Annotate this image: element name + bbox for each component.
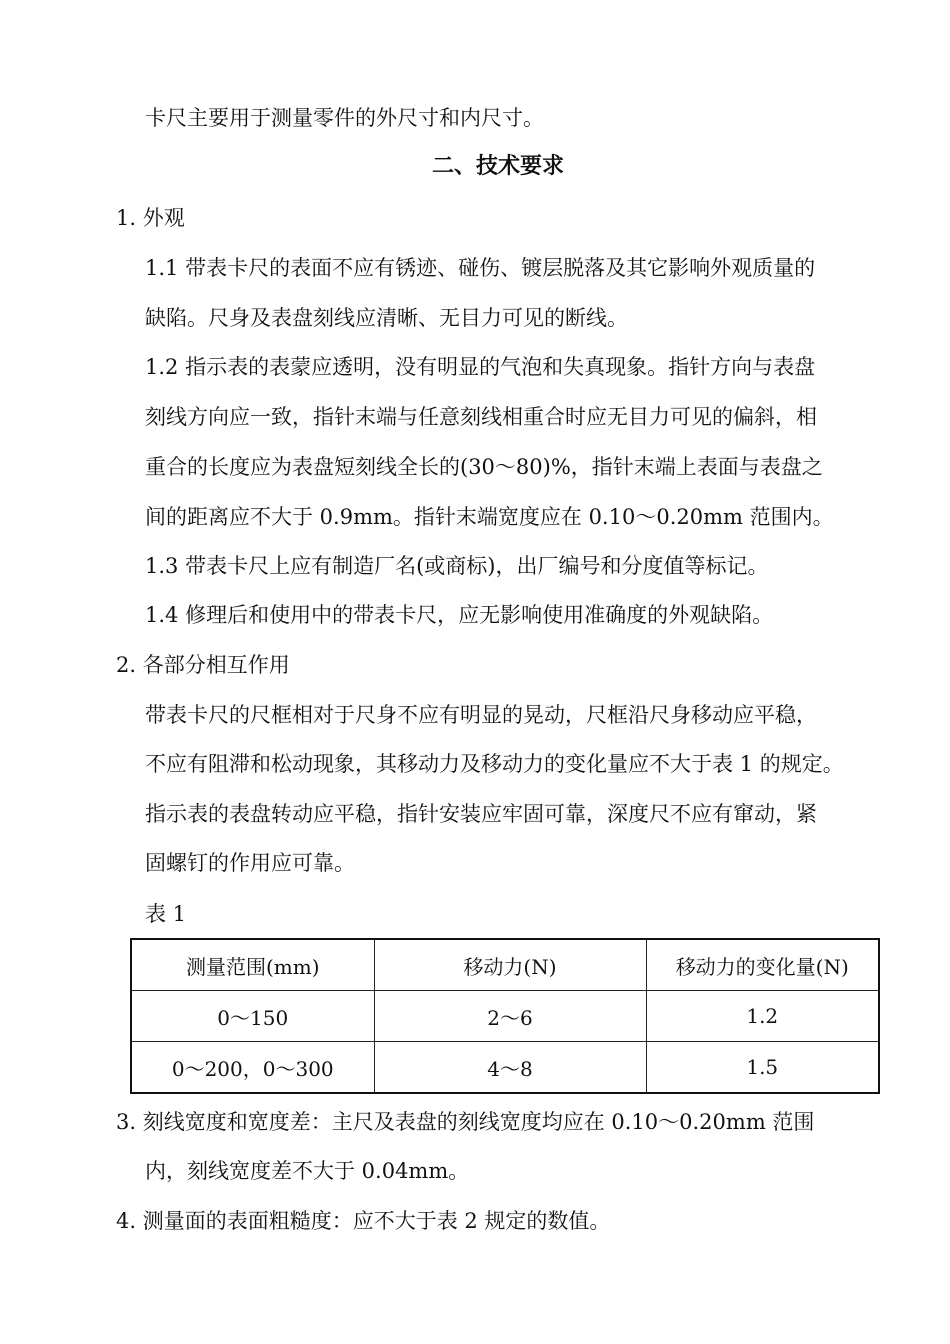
table-cell: 1.5 [646,1042,879,1094]
table-row [131,991,879,1042]
para-1-3: 1.3 带表卡尺上应有制造厂名(或商标)，出厂编号和分度值等标记。 [145,554,769,578]
para-1-2-line2: 刻线方向应一致，指针末端与任意刻线相重合时应无目力可见的偏斜，相 [145,405,817,429]
table-header-cell: 移动力(N) [374,939,646,991]
para-2-line1: 带表卡尺的尺框相对于尺身不应有明显的晃动，尺框沿尺身移动应平稳， [145,703,817,727]
para-1-2-line1: 1.2 指示表的表蒙应透明，没有明显的气泡和失真现象。指针方向与表盘 [145,355,816,379]
intro-text: 卡尺主要用于测量零件的外尺寸和内尺寸。 [145,106,544,130]
section-title: 二、技术要求 [432,154,565,179]
para-4: 4. 测量面的表面粗糙度：应不大于表 2 规定的数值。 [116,1209,611,1233]
para-1-4: 1.4 修理后和使用中的带表卡尺，应无影响使用准确度的外观缺陷。 [145,603,774,627]
table-caption: 表 1 [145,902,187,926]
table-cell: 4～8 [374,1042,646,1094]
heading-interaction: 2. 各部分相互作用 [116,653,290,677]
table-cell: 0～200，0～300 [131,1042,374,1094]
spec-table [130,938,880,1094]
para-2-line2: 不应有阻滞和松动现象，其移动力及移动力的变化量应不大于表 1 的规定。 [145,752,844,776]
table-cell: 2～6 [374,991,646,1042]
para-3-line1: 3. 刻线宽度和宽度差：主尺及表盘的刻线宽度均应在 0.10～0.20mm 范围 [116,1110,815,1134]
table-cell: 0～150 [131,991,374,1042]
table-cell: 1.2 [646,991,879,1042]
table-header-cell: 移动力的变化量(N) [646,939,879,991]
para-2-line3: 指示表的表盘转动应平稳，指针安装应牢固可靠，深度尺不应有窜动，紧 [145,802,817,826]
para-1-1-line2: 缺陷。尺身及表盘刻线应清晰、无目力可见的断线。 [145,306,628,330]
para-3-line2: 内，刻线宽度差不大于 0.04mm。 [145,1159,470,1183]
para-1-1-line1: 1.1 带表卡尺的表面不应有锈迹、碰伤、镀层脱落及其它影响外观质量的 [145,256,816,280]
table-header-row [131,939,879,991]
para-2-line4: 固螺钉的作用应可靠。 [145,851,355,875]
table-row [131,1042,879,1094]
para-1-2-line3: 重合的长度应为表盘短刻线全长的(30～80)%，指针末端上表面与表盘之 [145,455,823,479]
table-header-cell: 测量范围(mm) [131,939,374,991]
para-1-2-line4: 间的距离应不大于 0.9mm。指针末端宽度应在 0.10～0.20mm 范围内。 [145,505,834,529]
heading-appearance: 1. 外观 [116,206,185,230]
